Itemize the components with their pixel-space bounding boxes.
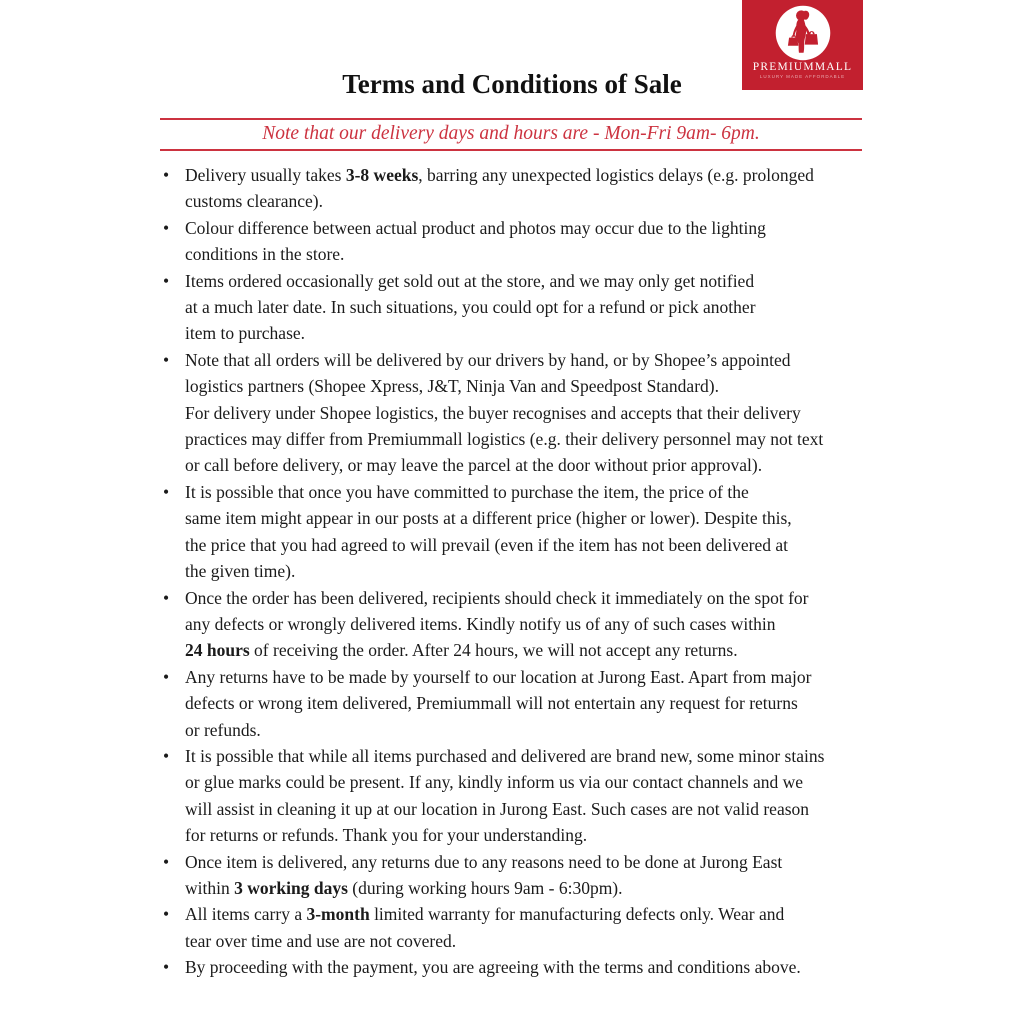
term-line: By proceeding with the payment, you are agreeing with the terms and conditions above. xyxy=(185,957,801,978)
bullet-marker: • xyxy=(163,270,170,291)
woman-with-bags-icon xyxy=(774,4,832,62)
term-line: any defects or wrongly delivered items. Kindly notify us of any of such cases within xyxy=(185,613,776,634)
term-line: tear over time and use are not covered. xyxy=(185,930,457,951)
term-item xyxy=(163,849,875,902)
term-line: within 3 working days (during working hours 9am - 6:30pm). xyxy=(185,877,623,898)
term-line: All items carry a 3-month limited warranty for manufacturing defects only. Wear and xyxy=(185,904,785,925)
term-line: Delivery usually takes 3-8 weeks, barring any unexpected logistics delays (e.g. prolonged xyxy=(185,165,814,185)
bullet-marker: • xyxy=(163,165,170,185)
bullet-marker: • xyxy=(163,666,170,687)
term-line: It is possible that while all items purchased and delivered are brand new, some minor stains xyxy=(185,745,825,766)
bullet-marker: • xyxy=(163,904,170,925)
term-line: defects or wrong item delivered, Premiummall will not entertain any request for returns xyxy=(185,693,798,714)
bullet-marker: • xyxy=(163,217,170,238)
term-line: For delivery under Shopee logistics, the buyer recognises and accepts that their delivery xyxy=(185,402,801,423)
bullet-marker: • xyxy=(163,349,170,370)
bullet-marker: • xyxy=(163,851,170,872)
term-line: customs clearance). xyxy=(185,191,323,212)
term-line: logistics partners (Shopee Xpress, J&T, Ninja Van and Speedpost Standard). xyxy=(185,376,719,397)
term-item xyxy=(163,268,875,347)
term-item xyxy=(163,479,875,585)
page-title: Terms and Conditions of Sale xyxy=(342,69,682,99)
term-line: will assist in cleaning it up at our location in Jurong East. Such cases are not valid reason xyxy=(185,798,810,819)
brand-name: PREMIUMMALL xyxy=(752,61,853,73)
bullet-marker: • xyxy=(163,481,170,502)
term-item xyxy=(163,743,875,849)
term-line: the given time). xyxy=(185,561,296,582)
term-item xyxy=(163,954,875,980)
term-line: for returns or refunds. Thank you for your understanding. xyxy=(185,825,588,846)
brand-tagline: LUXURY MADE AFFORDABLE xyxy=(759,74,846,79)
term-line: Items ordered occasionally get sold out at the store, and we may only get notified xyxy=(185,270,755,291)
delivery-note-band xyxy=(160,118,862,151)
term-line: Once item is delivered, any returns due to any reasons need to be done at Jurong East xyxy=(185,851,783,872)
term-line: or refunds. xyxy=(185,719,261,740)
delivery-note: Note that our delivery days and hours are - Mon-Fri 9am- 6pm. xyxy=(262,123,760,144)
terms-list xyxy=(163,162,875,981)
term-line: same item might appear in our posts at a different price (higher or lower). Despite this, xyxy=(185,508,792,529)
term-item xyxy=(163,664,875,743)
term-line: or call before delivery, or may leave the parcel at the door without prior approval). xyxy=(185,455,763,476)
term-line: or glue marks could be present. If any, kindly inform us via our contact channels and we xyxy=(185,772,803,793)
term-line: It is possible that once you have committed to purchase the item, the price of the xyxy=(185,481,749,502)
bullet-marker: • xyxy=(163,957,170,978)
term-item xyxy=(163,162,875,215)
term-line: practices may differ from Premiummall logistics (e.g. their delivery personnel may not text xyxy=(185,429,824,450)
bullet-marker: • xyxy=(163,587,170,608)
term-item xyxy=(163,901,875,954)
bullet-marker: • xyxy=(163,745,170,766)
term-line: conditions in the store. xyxy=(185,244,345,265)
term-line: 24 hours of receiving the order. After 24 hours, we will not accept any returns. xyxy=(185,640,738,661)
term-line: Note that all orders will be delivered by our drivers by hand, or by Shopee’s appointed xyxy=(185,349,791,370)
term-line: Any returns have to be made by yourself to our location at Jurong East. Apart from major xyxy=(185,666,812,687)
term-line: the price that you had agreed to will prevail (even if the item has not been delivered at xyxy=(185,534,789,555)
term-line: at a much later date. In such situations, you could opt for a refund or pick another xyxy=(185,297,756,318)
term-line: Once the order has been delivered, recipients should check it immediately on the spot for xyxy=(185,587,809,608)
term-line: item to purchase. xyxy=(185,323,306,344)
term-item xyxy=(163,215,875,268)
term-item xyxy=(163,585,875,664)
term-line: Colour difference between actual product and photos may occur due to the lighting xyxy=(185,217,766,238)
term-item xyxy=(163,347,875,479)
